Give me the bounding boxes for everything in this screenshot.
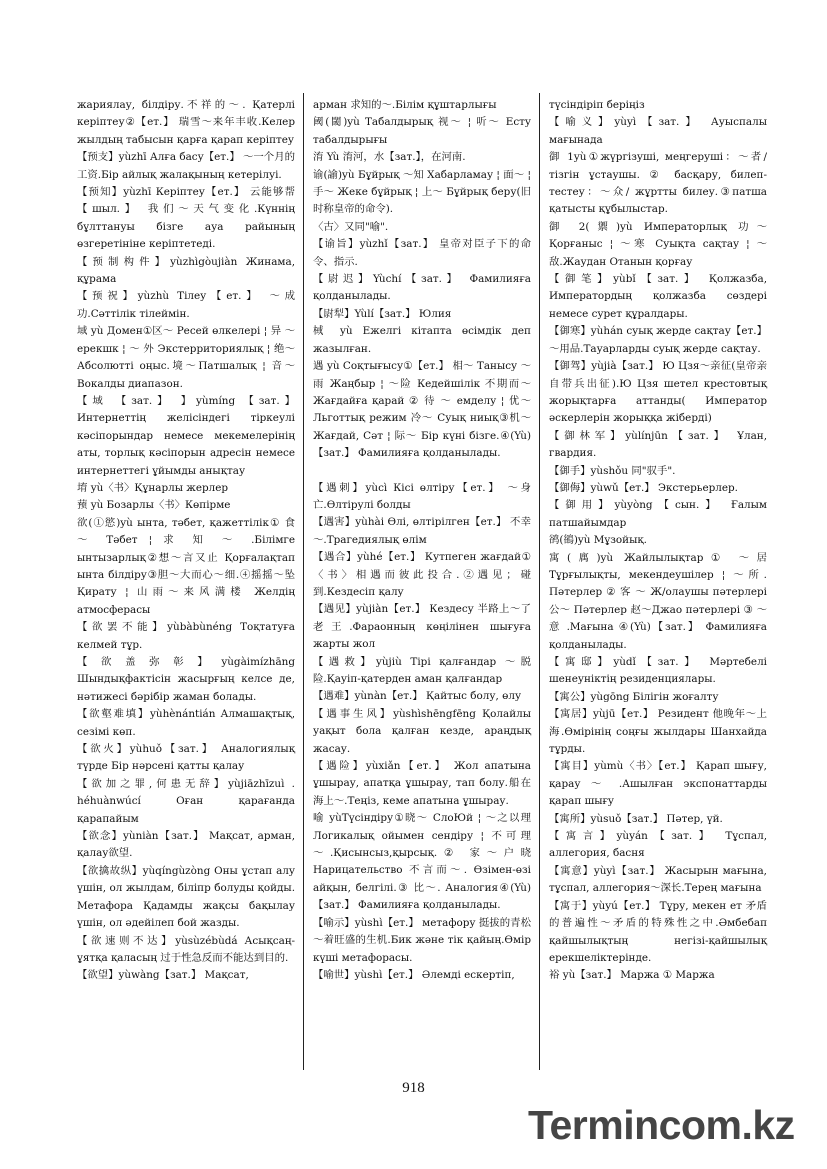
dictionary-entry: 【谕旨】yùzhǐ【зат.】 皇帝对臣子下的命令、指示. (313, 238, 531, 268)
dictionary-entry: 蓣 yù Бозарлы〈书〉Көпірме (77, 499, 231, 512)
dictionary-entry: 御 1yù①жүргізуші, меңгеруші：～者/ тізгін ұстаушы. ② басқару, билеп-тестеу：～众/ жұртты билеу.③патша қатысты құбылыстар. (549, 151, 767, 216)
dictionary-entry: 【遇害】yùhài Өлі, өлтірілген【ет.】 不幸～.Трагедиялық өлім (313, 516, 531, 546)
dictionary-entry: 【欲火】yùhuǒ【зат.】 Аналогиялық түрде Бір нәрсені қатты қалау (77, 743, 295, 773)
dictionary-entry: 淯 Yù 淯河，水【зат.】，在河南. (313, 151, 466, 164)
dictionary-entry: 【预支】yùzhī Алға басу【ет.】 ～一个月的工资.Бір айлық жалақының кетерілуі. (77, 151, 295, 181)
dictionary-entry: 【御寒】yùhán суық жерде сақтау【ет.】 ～用品.Тауарларды суық жерде сақтау. (549, 325, 767, 355)
logo-text: Termincom.kz (528, 1102, 795, 1148)
dictionary-entry: 【欲念】yùniàn【зат.】 Мақсат, арман, қалау欲望. (77, 830, 295, 860)
site-logo[interactable] (528, 1102, 824, 1162)
dictionary-entry: 【御手】yùshǒu 同"驭手". (549, 464, 676, 477)
dictionary-entry: 御 2(禦)yù Императорлық 功～ Қорғаныс ¦ ～寒 Суықта сақтау ¦ ～敌.Жаудан Отанын қорғау (549, 220, 767, 268)
dictionary-entry: 【尉迟】Yùchí【зат.】 Фамилияға қолданылады. (313, 273, 531, 303)
dictionary-entry: 【预制构件】yùzhìgòujiàn Жинама, құрама (77, 255, 295, 286)
dictionary-entry: 【遇难】yùnàn【ет.】 Қайтыс болу, өлу (313, 690, 522, 703)
dictionary-entry: 〈古〉又同"喻". (313, 220, 389, 233)
dictionary-entry: 【遇合】yùhé【ет.】 Кутпеген жағдай①〈书〉相遇而彼此投合.②遇见；碰到.Кездесіп қалу (313, 551, 531, 598)
dictionary-entry: 【喻示】yùshì【ет.】 метафору 挺拔的青松～着旺盛的生机.Бик және тік қайың.Өмір күші метафорасы. (313, 916, 531, 964)
dictionary-entry: 裕 yù【зат.】 Маржа ① Маржа (549, 969, 715, 982)
dictionary-entry: 【寓目】yùmù〈书〉【ет.】 Қарап шығу, қарау ～ .Ашылған экспонаттарды қарап шығу (549, 760, 767, 808)
dictionary-entry: 遇 yù Соқтығысу①【ет.】 相～ Танысу ～雨 Жаңбыр ¦ ～险 Кедейшілік 不期而～Жағдайға қарай ② 待 ～ емделу ¦ 优～Льготтық режим 冷～ Суық ниық③机～Жағдай, Сәт ¦ 际～ Бір күні бізге.④(Yù)【зат.】 Фамилияға қолданылады. (313, 360, 531, 460)
dictionary-entry: 【欲加之罪,何患无辞】yùjiāzhīzuì . héhuànwúcí Оған қарағанда қарапайым (77, 777, 295, 825)
dictionary-entry: 【御驾】yùjià【зат.】 Ю Цзя～亲征(皇帝亲自带兵出征).Ю Цзя шетел крестовтық жорықтарға аттанды( Император әскерлерін жорыққа жіберді) (549, 360, 767, 425)
dictionary-entry: 【寓邸】yùdǐ【зат.】 Мәртебелі шенеуніктің резиденциялары. (549, 656, 767, 686)
dictionary-entry: 【遇事生风】yùshìshēngfēng Қолайлы уақыт бола қалған кезде, араңдық жасау. (313, 707, 531, 755)
dictionary-column-3 (549, 97, 767, 985)
dictionary-entry: 【遇险】yùxiǎn【ет.】 Жол апатына ұшырау, апатқа ұшырау, тап болу.船在海上～.Теңіз, кеме апатына ұшырау. (313, 760, 531, 807)
dictionary-entry: 【遇救】yùjiù Тірі қалғандар ～脱险.Қауіп-қатерден аман қалғандар (313, 655, 531, 685)
dictionary-entry: 【欲速则不达】yùsùzébùdá Асықсаң-ұятқа қаласың 过于性急反而不能达到目的. (77, 934, 295, 964)
dictionary-entry: 【尉犁】Yùlí【зат.】 Юлия (313, 307, 452, 320)
dictionary-entry: 【御笔】yùbǐ【зат.】 Қолжазба, Императордың қолжазба сөздері немесе сурет құралдары. (549, 273, 767, 320)
dictionary-column-1 (77, 97, 295, 985)
dictionary-entry: 鹆(鵒)yù Мұзойық. (549, 534, 647, 547)
dictionary-entry: 【预祝】yùzhù Тілеу【ет.】 ～成功.Сәттілік тілеймін. (77, 290, 295, 320)
dictionary-entry: 谕(諭)yù Бұйрық ～知 Хабарламау ¦ 面～ ¦ 手～ Жеке бұйрық ¦ 上～ Бұйрық беру(旧时称皇帝的命令). (313, 168, 531, 216)
dictionary-entry: 【御林军】yùlínjūn【зат.】 Ұлан, гвардия. (549, 429, 767, 460)
dictionary-entry: жариялау, білдіру.不祥的～. Қатерлі керіптеу②【ет.】 瑞雪～来年丰收.Келер жылдың табысын қарға қарап керіптеу (77, 99, 295, 146)
dictionary-entry: 【喻义】yùyì【зат.】 Ауыспалы мағынада (549, 116, 767, 146)
dictionary-entry: 棫 yù Ежелгі кітапта өсімдік деп жазылған. (313, 325, 531, 355)
dictionary-entry: 【御侮】yùwǔ【ет.】 Экстерьерлер. (549, 481, 738, 494)
page-number: 918 (402, 1080, 425, 1096)
dictionary-entry: 【预知】yùzhī Керіптеу【ет.】 云能够帮【шыл.】 我们～天气变化.Күннің бұлттануы бізге ауа райының өзгеретініне керіптетеді. (77, 186, 295, 251)
dictionary-entry: 喻 yùТүсіндіру①晓～ СлоЮй ¦ ～之以理 Логикалық ойымен сендіру ¦ 不可理～.Қисынсыз,қырсық.② 家～户晓 Нарицательство 不言而～. Өзімен-өзі айқын, белгілі.③ 比～. Аналогия④(Yù)【зат.】 Фамилияға қолданылады. (313, 812, 531, 912)
dictionary-entry: 【寓于】yùyú【ет.】 Тұру, мекен ет 矛盾的普遍性～矛盾的特殊性之中.Әмбебап қайшылықтың негізі-қайшылық ерекшеліктерінде. (549, 899, 767, 964)
dictionary-entry: 【遇见】yùjiàn【ет.】 Кездесу 半路上～了老王.Фараонның көңілінен шығуға жарты жол (313, 603, 531, 651)
column-divider (539, 93, 540, 1070)
dictionary-entry: 寓(庽)yù Жайлылықтар① ～居 Тұрғылықты, мекендеушілер ¦ ～所. Пәтерлер ② 客 ～ Ж/олаушы пәтерлері 公～ Пәтерлер 赵～Джао пәтерлері ③ ～意 .Мағына ④(Yù)【зат.】 Фамилияға қолданылады. (549, 551, 767, 651)
dictionary-entry: 【喻世】yùshì【ет.】 Әлемді ескертіп, (313, 968, 515, 981)
dictionary-entry: 【寓言】yùyán【зат.】 Тұспал, аллегория, басня (549, 830, 767, 860)
dictionary-entry: 【御用】yùyòng【сын.】 Ғалым патшайымдар (549, 499, 767, 529)
dictionary-entry: арман 求知的～.Білім құштарлығы (313, 99, 497, 111)
dictionary-entry: 【欲盖弥彰】yùgàimízhāng Шындықфактісін жасырғың келсе де, нәтижесі бәрібір жаман болады. (77, 656, 295, 703)
dictionary-entry: 【欲壑难填】yùhènántián Алмашақтық, сезімі көп. (77, 708, 295, 738)
dictionary-entry: 【寓意】yùyì【зат.】 Жасырын мағына, тұспал, аллегория～深长.Терең мағына (549, 864, 767, 895)
dictionary-entry: 【域 【зат.】 】yùmíng 【зат.】 Интернеттің желісіндегі тіркеулі кәсіпорындар немесе мекемелерінің аты, торлық кәсіпорын адресін немесе интернеттегі ұйымды анықтау (77, 394, 295, 477)
dictionary-entry: 【寓所】yùsuǒ【зат.】 Пәтер, үй. (549, 812, 723, 825)
dictionary-entry: 【欲望】yùwàng【зат.】 Мақсат, (77, 969, 249, 982)
dictionary-entry: түсіндіріп беріңіз (549, 99, 645, 111)
dictionary-entry: 【欲擒故纵】yùqíngùzòng Оны ұстап алу үшін, ол жылдам, біліпр болуды қойды. Метафора Қадамды жақсы бақылау үшін, ол әдейілеп бой жазды. (77, 864, 295, 930)
dictionary-entry: 【寓居】yùjū【ет.】 Резидент 他晚年～上海.Өмірінің соңғы жылдары Шанхайда тұрды. (549, 708, 767, 756)
dictionary-entry: 【寓公】yùgōng Білігін жоғалту (549, 690, 719, 703)
column-divider (303, 93, 304, 1070)
dictionary-entry: 阈(閾)yù Табалдырық 视～ ¦ 听～ Есту табалдырығы (313, 116, 531, 146)
dictionary-entry: 域 yù Домен①区～ Ресей өлкелері ¦ 异 ～ ерекшк ¦ ～ 外 Экстерриториялық ¦ 绝～ Абсолютті оңыс.境～Патшалық ¦ 音～Вокалды диапазон. (77, 325, 295, 390)
dictionary-entry: 欲(①慾)yù ынта, тәбет, қажеттілік① 食 ～ Тәбет ¦ 求 知 ～ .Білімге ынтызарлық②想～言又止 Қорғалақтап ынта білдіру③胆～大而心～细.④摇摇～坠 Қирату ¦ 山雨～来风满楼 Желдің атмосферасы (77, 516, 295, 616)
dictionary-entry: 【欲罢不能】yùbàbùnéng Тоқтатуға келмей тұр. (77, 621, 295, 651)
dictionary-entry: 堉 yù〈书〉Құнарлы жерлер (77, 481, 229, 494)
dictionary-entry: 【遇刺】yùcì Кісі өлтіру【ет.】 ～身亡.Өлтірулі болды (313, 481, 531, 511)
dictionary-column-2 (313, 97, 531, 984)
